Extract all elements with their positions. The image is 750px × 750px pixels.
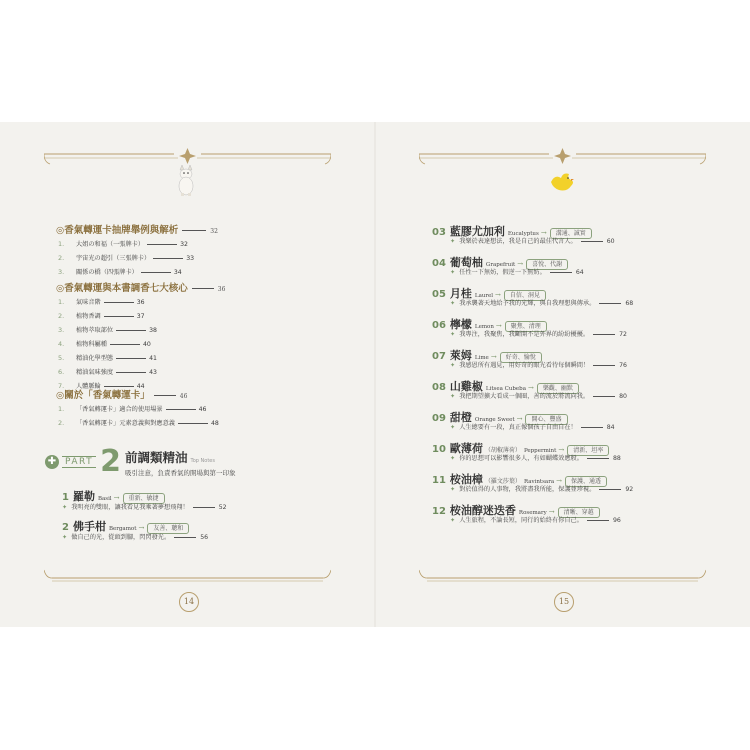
oil-entry[interactable]: 1 羅勒 Basil → 重新、敏捷 bbox=[62, 485, 165, 504]
oil-description: ✦ 我樂於表達想法，我是自己的最佳代言人。 60 bbox=[450, 238, 615, 245]
oil-description: ✦ 對於值得的人事物，我將盡我所能，保護並珍視。 92 bbox=[450, 486, 634, 493]
oil-description: ✦ 我把期望擴大看成一個圈，善的流於將流向我。 80 bbox=[450, 393, 627, 400]
toc-section-heading[interactable]: ◎香氣轉運卡抽牌舉例與解析 32 bbox=[56, 225, 218, 236]
sparkle-icon: ✦ bbox=[450, 331, 456, 338]
part-number: 2 bbox=[100, 444, 121, 479]
toc-item[interactable]: 3. 關係の橋（四張牌卡） 34 bbox=[58, 268, 182, 276]
page-number: 14 bbox=[179, 592, 199, 612]
part-label: PART bbox=[62, 456, 96, 468]
oil-entry[interactable]: 04 葡萄柚 Grapefruit → 喜悅、代謝 bbox=[432, 251, 568, 270]
bottom-ornament bbox=[44, 566, 331, 586]
keyword-tag: 喜悅、代謝 bbox=[526, 259, 568, 270]
oil-entry[interactable]: 09 甜橙 Orange Sweet → 開心、豐盛 bbox=[432, 406, 568, 425]
oil-entry[interactable]: 05 月桂 Laurel → 自信、洞見 bbox=[432, 282, 546, 301]
sparkle-icon: ✦ bbox=[450, 300, 456, 307]
sparkle-icon: ✦ bbox=[450, 517, 456, 524]
book-spread bbox=[0, 122, 750, 627]
toc-item[interactable]: 1. 「香氣轉運卡」適合的使用場景 46 bbox=[58, 405, 207, 413]
toc-item[interactable]: 7. 人體脈輪 44 bbox=[58, 382, 145, 390]
toc-item[interactable]: 6. 精油氣味強度 43 bbox=[58, 368, 157, 376]
top-ornament bbox=[419, 136, 706, 166]
keyword-tag: 聚焦、清理 bbox=[505, 321, 547, 332]
keyword-tag: 重新、敏捷 bbox=[123, 493, 165, 504]
toc-item[interactable]: 2. 植物香調 37 bbox=[58, 312, 145, 320]
oil-description: ✦ 做自己的光，從頭到腳，閃閃發光。 56 bbox=[62, 534, 209, 541]
sparkle-icon: ✦ bbox=[450, 238, 456, 245]
oil-description: ✦ 人生總要有一段，真正像個孩子自由自在！ 84 bbox=[450, 424, 615, 431]
oil-description: ✦ 我專注，我聚焦，我斷開不是外界的紛紛擾擾。 72 bbox=[450, 331, 627, 338]
toc-item[interactable]: 2. 宇宙光の超引（三張牌卡） 33 bbox=[58, 254, 195, 262]
toc-item[interactable]: 5. 精油化學型態 41 bbox=[58, 354, 157, 362]
part-title-en: Top Notes bbox=[190, 458, 215, 464]
oil-description: ✦ 你的思想可以影響很多人，有如蝴蝶效應般。 88 bbox=[450, 455, 621, 462]
sparkle-icon: ✦ bbox=[450, 393, 456, 400]
oil-entry[interactable]: 06 檸檬 Lemon → 聚焦、清理 bbox=[432, 313, 547, 332]
toc-item[interactable]: 4. 植物科屬種 40 bbox=[58, 340, 151, 348]
keyword-tag: 溝通、誠實 bbox=[550, 228, 592, 239]
sparkle-icon: ✦ bbox=[450, 455, 456, 462]
keyword-tag: 樂觀、幽默 bbox=[537, 383, 579, 394]
oil-description: ✦ 任性一下無妨，假逆一下無妨。 64 bbox=[450, 269, 584, 276]
toc-item[interactable]: 1. 氣味音階 36 bbox=[58, 298, 145, 306]
sparkle-icon: ✦ bbox=[450, 362, 456, 369]
keyword-tag: 好奇、愉悅 bbox=[500, 352, 542, 363]
oil-entry[interactable]: 07 萊姆 Lime → 好奇、愉悅 bbox=[432, 344, 542, 363]
oil-description: ✦ 我承襲著天地給予我的光輝，與自我理想與傳承。 68 bbox=[450, 300, 634, 307]
dog-icon bbox=[172, 164, 200, 200]
sparkle-icon: ✦ bbox=[62, 534, 68, 541]
keyword-tag: 清新、坦率 bbox=[567, 445, 609, 456]
oil-description: ✦ 我明亮的雙眼，讓我看見我乘著夢想飛翔！ 52 bbox=[62, 504, 227, 511]
sparkle-icon: ✦ bbox=[62, 504, 68, 511]
part-title: 前調類精油 bbox=[124, 450, 188, 465]
oil-entry[interactable]: 10 歐薄荷 （胡椒薄荷） Peppermint → 清新、坦率 bbox=[432, 437, 609, 456]
keyword-tag: 開心、豐盛 bbox=[525, 414, 567, 425]
keyword-tag: 友善、聰和 bbox=[147, 523, 189, 534]
oil-entry[interactable]: 12 桉油醇迷迭香 Rosemary → 清晰、穿越 bbox=[432, 499, 600, 518]
yellow-bird-icon bbox=[549, 172, 575, 198]
keyword-tag: 保護、通透 bbox=[565, 476, 607, 487]
keyword-tag: 清晰、穿越 bbox=[558, 507, 600, 518]
sparkle-icon: ✦ bbox=[450, 424, 456, 431]
oil-entry[interactable]: 03 藍膠尤加利 Eucalyptus → 溝通、誠實 bbox=[432, 220, 592, 239]
oil-entry[interactable]: 11 桉油樟 （羅文莎葉） Ravintsara → 保護、通透 bbox=[432, 468, 607, 487]
toc-item[interactable]: 1. 大姐の和福（一張牌卡） 32 bbox=[58, 240, 188, 248]
sparkle-icon: ✦ bbox=[450, 269, 456, 276]
bottom-ornament bbox=[419, 566, 706, 586]
oil-description: ✦ 人生旅程，不論長短，同行的始終有你自己。 96 bbox=[450, 517, 621, 524]
keyword-tag: 自信、洞見 bbox=[504, 290, 546, 301]
left-page bbox=[0, 122, 375, 627]
toc-item[interactable]: 3. 植物萃取部位 38 bbox=[58, 326, 157, 334]
sparkle-icon: ✦ bbox=[450, 486, 456, 493]
toc-item[interactable]: 2. 「香氣轉運卡」元素意義與對應意義 48 bbox=[58, 419, 219, 427]
page-number: 15 bbox=[554, 592, 574, 612]
plus-icon: ✚ bbox=[45, 455, 59, 469]
toc-section-heading[interactable]: ◎關於「香氣轉運卡」 46 bbox=[56, 390, 188, 401]
top-ornament bbox=[44, 136, 331, 166]
oil-description: ✦ 我感恩所有遇見，用好奇的眼光看待每個瞬間！ 76 bbox=[450, 362, 627, 369]
oil-entry[interactable]: 08 山雞椒 Litsea Cubeba → 樂觀、幽默 bbox=[432, 375, 579, 394]
part-header bbox=[45, 444, 236, 479]
toc-section-heading[interactable]: ◎香氣轉運與本書調香七大核心 36 bbox=[56, 283, 226, 294]
oil-entry[interactable]: 2 佛手柑 Bergamot → 友善、聰和 bbox=[62, 515, 189, 534]
part-description: 吸引注意，負責香氣的開場與第一印象 bbox=[124, 469, 236, 477]
right-page bbox=[375, 122, 750, 627]
